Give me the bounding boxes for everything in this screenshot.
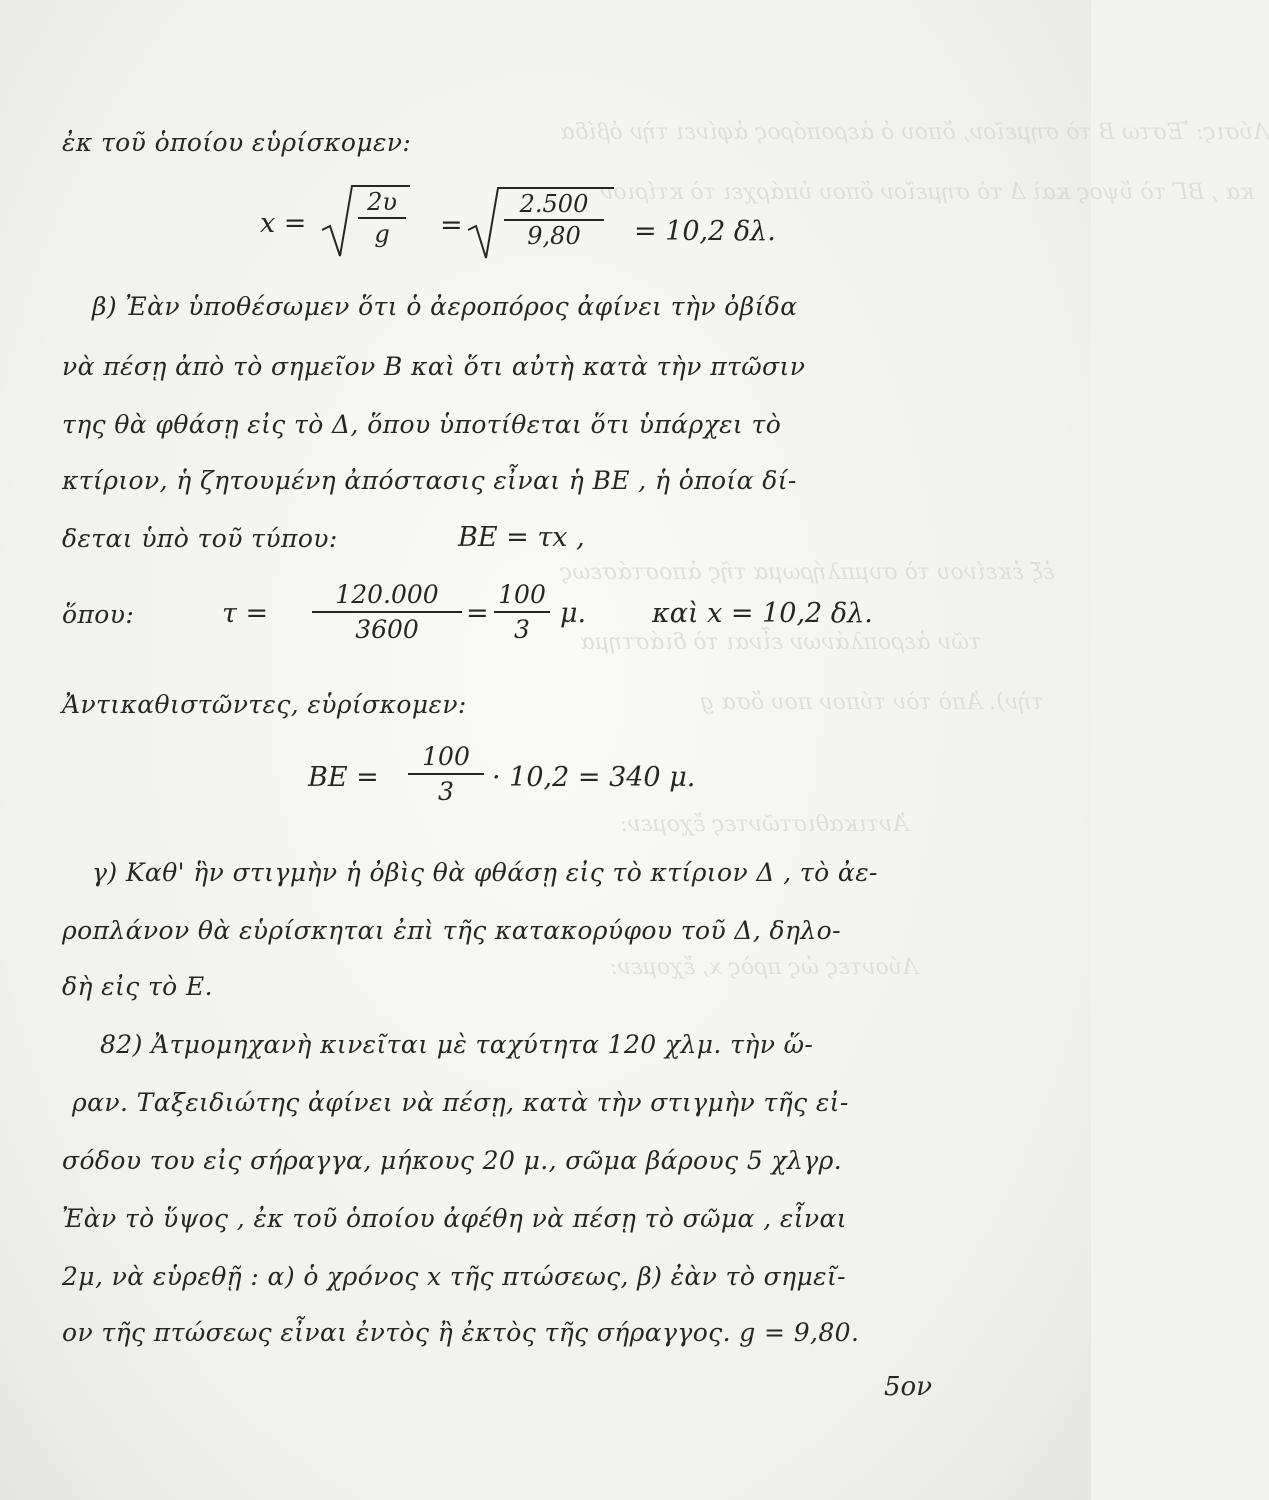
text-line: σόδου του εἰς σήραγγα, μήκους 20 μ., σῶμα βάρους 5 χλγρ.: [62, 1146, 843, 1175]
eq3-numerator: 100: [408, 742, 484, 775]
eq2-f2-numerator: 100: [494, 580, 550, 613]
eq2-unit: μ.: [560, 598, 587, 629]
text-line: ὅπου:: [62, 600, 135, 629]
text-line: κτίριον, ἡ ζητουμένη ἀπόστασις εἶναι ἡ ΒΕ , ἡ ὁποία δί-: [62, 466, 797, 495]
text-line: ἐκ τοῦ ὁποίου εὑρίσκομεν:: [62, 128, 412, 157]
sqrt-2500-over-980: [468, 184, 616, 264]
eq3-result: · 10,2 = 340 μ.: [492, 762, 696, 793]
eq1-sqrt2-denominator: 9,80: [527, 222, 581, 250]
text-line: Ἐὰν τὸ ὕψος , ἐκ τοῦ ὁποίου ἀφέθη νὰ πέσῃ τὸ σῶμα , εἶναι: [62, 1204, 847, 1233]
text-line: νὰ πέσῃ ἀπὸ τὸ σημεῖον Β καὶ ὅτι αὐτὴ κατὰ τὴν πτῶσιν: [62, 352, 806, 381]
text-line: ροπλάνον θὰ εὑρίσκηται ἐπὶ τῆς κατακορύφου τοῦ Δ, δηλο-: [62, 916, 841, 945]
bleed-through-text: τὴν). Ἀπὸ τὸν τύπον που ὅσα g: [700, 690, 1044, 715]
eq1-sqrt1-numerator: 2υ: [358, 188, 406, 219]
text-line: ον τῆς πτώσεως εἶναι ἐντὸς ἢ ἐκτὸς τῆς σήραγγος. g = 9,80.: [62, 1318, 860, 1347]
eq1-sqrt1-denominator: g: [374, 220, 390, 248]
eq1-result: = 10,2 δλ.: [634, 216, 776, 247]
eq2-f1-denominator: 3600: [355, 615, 419, 644]
text-line: γ) Καθ' ἣν στιγμὴν ἡ ὀβὶς θὰ φθάσῃ εἰς τὸ κτίριον Δ , τὸ ἀε-: [92, 858, 878, 887]
text-line: δὴ εἰς τὸ Ε.: [62, 972, 213, 1001]
bleed-through-text: Λύσις: Ἔστω Β τὸ σημεῖον, ὅπου ὁ ἀεροπόρος ἀφίνει τὴν ὀβίδα: [560, 120, 1269, 145]
eq2-f2-denominator: 3: [514, 615, 530, 644]
bleed-through-text: τῶν ἀεροπλάνων εἶναι τὸ διάστημα: [580, 630, 982, 655]
eq1-lhs: x =: [260, 208, 307, 239]
bleed-through-text: ἐξ ἐκείνου τὸ συμπλήρωμα τῆς ἀποστάσεως: [560, 560, 1055, 585]
text-line: της θὰ φθάσῃ εἰς τὸ Δ, ὅπου ὑποτίθεται ὅτι ὑπάρχει τὸ: [62, 410, 782, 439]
bleed-through-text: κα , ΒΓ τὸ ὕψος καὶ Δ τὸ σημεῖον ὅπου ὑπάρχει τὸ κτίριον: [600, 180, 1255, 205]
bleed-through-text: Λύοντες ὡς πρὸς x, ἔχομεν:: [610, 955, 919, 980]
formula-be-tx: ΒΕ = τx ,: [458, 522, 585, 553]
fraction-120000-over-3600: [312, 580, 462, 644]
text-line: 2μ, νὰ εὑρεθῇ : α) ὁ χρόνος x τῆς πτώσεως, β) ἐὰν τὸ σημεῖ-: [62, 1262, 847, 1291]
text-line: β) Ἐὰν ὑποθέσωμεν ὅτι ὁ ἀεροπόρος ἀφίνει τὴν ὀβίδα: [92, 292, 798, 321]
eq2-equals: =: [466, 598, 489, 629]
eq1-sqrt2-numerator: 2.500: [504, 190, 604, 221]
bleed-through-text: Ἀντικαθιστῶντες ἔχομεν:: [620, 812, 909, 837]
text-line: δεται ὑπὸ τοῦ τύπου:: [62, 524, 338, 553]
eq3-denominator: 3: [438, 777, 454, 806]
eq1-equals: =: [440, 210, 463, 241]
fraction-100-over-3: [408, 742, 484, 806]
page-number: 5ον: [884, 1372, 933, 1402]
eq2-f1-numerator: 120.000: [312, 580, 462, 613]
eq2-lhs: τ =: [222, 598, 269, 629]
fraction-100-over-3: [494, 580, 550, 644]
text-line: 82) Ἀτμομηχανὴ κινεῖται μὲ ταχύτητα 120 χλμ. τὴν ὥ-: [100, 1030, 814, 1059]
eq3-lhs: ΒΕ =: [308, 762, 379, 793]
sqrt-2v-over-g: [322, 182, 412, 262]
text-line: ραν. Ταξειδιώτης ἀφίνει νὰ πέσῃ, κατὰ τὴν στιγμὴν τῆς εἰ-: [72, 1088, 849, 1117]
eq2-tail: καὶ x = 10,2 δλ.: [652, 598, 873, 629]
text-line: Ἀντικαθιστῶντες, εὑρίσκομεν:: [62, 690, 467, 719]
